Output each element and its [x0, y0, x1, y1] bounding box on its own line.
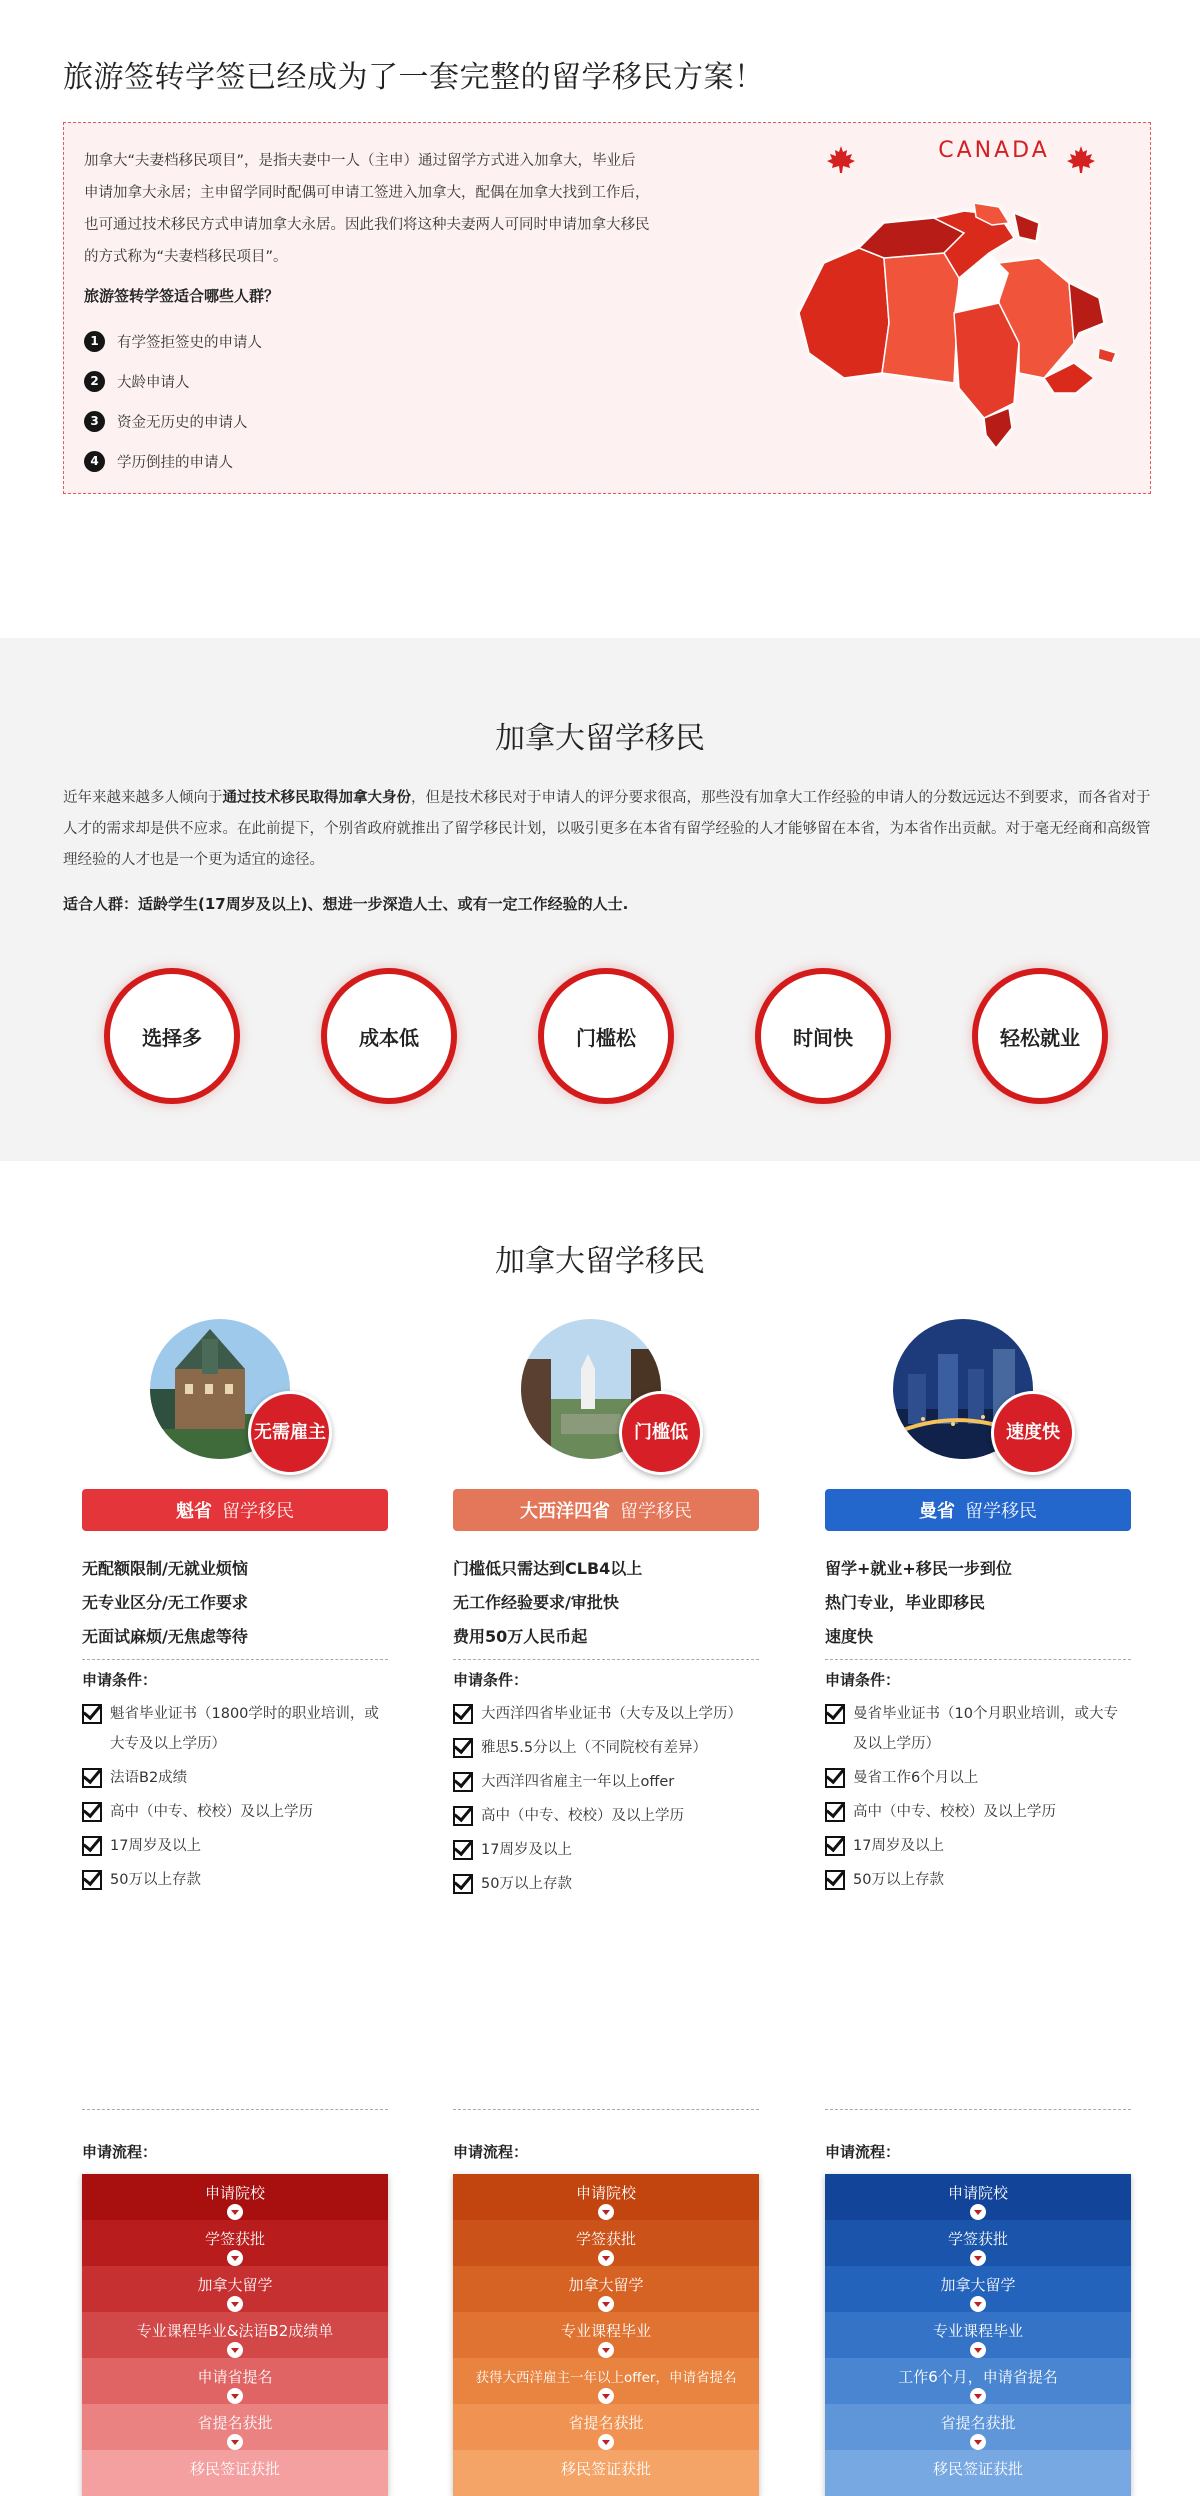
process-label: 申请流程： — [453, 2143, 529, 2161]
province-name: 曼省 — [919, 1501, 955, 1522]
program-column-manitoba — [825, 1319, 1131, 2478]
process-step: 工作6个月，申请省提名 — [825, 2358, 1131, 2404]
arrow-down-icon — [970, 2296, 986, 2312]
feature-item: 无专业区分/无工作要求 — [82, 1592, 248, 1612]
process-step: 申请院校 — [453, 2174, 759, 2220]
conditions-list — [825, 1699, 1131, 1899]
program-name: 留学移民 — [965, 1501, 1037, 1522]
arrow-down-icon — [598, 2388, 614, 2404]
list-item-text: 有学签拒签史的申请人 — [117, 334, 262, 351]
advantage-circle: 门槛松 — [538, 968, 674, 1104]
condition-item: 17周岁及以上 — [453, 1835, 759, 1865]
number-badge: 1 — [84, 331, 105, 352]
arrow-down-icon — [970, 2204, 986, 2220]
intro-box — [63, 122, 1151, 494]
arrow-down-icon — [598, 2250, 614, 2266]
feature-item: 无配额限制/无就业烦恼 — [82, 1558, 248, 1578]
condition-item: 17周岁及以上 — [82, 1831, 388, 1861]
arrow-down-icon — [970, 2250, 986, 2266]
divider — [825, 1659, 1131, 1660]
map-region — [1098, 348, 1116, 363]
advantage-circle: 选择多 — [104, 968, 240, 1104]
checkbox-icon — [453, 1806, 473, 1826]
advantage-circle: 轻松就业 — [972, 968, 1108, 1104]
section-title: 加拿大留学移民 — [495, 1244, 705, 1279]
checkbox-icon — [453, 1874, 473, 1894]
condition-item: 50万以上存款 — [82, 1865, 388, 1895]
divider — [82, 1659, 388, 1660]
checkbox-icon — [825, 1802, 845, 1822]
arrow-down-icon — [227, 2388, 243, 2404]
advantage-circle: 时间快 — [755, 968, 891, 1104]
overview-text: ，但是技术移民对于申请人的评分要求很高，那些没有加拿大工作经验的申请人的分数远远达不到要求，而各省对于人才的需求却是供不应求。在此前提下，个别省政府就推出了留学移民计划，以吸引更多在本省有留学经验的人才能够留在本省，为本省作出贡献。对于毫无经商和高级管理经验的人才也是一个更为适宜的途径。 — [63, 790, 1151, 868]
condition-item: 法语B2成绩 — [82, 1763, 388, 1793]
checkbox-icon — [825, 1768, 845, 1788]
list-item-text: 资金无历史的申请人 — [117, 414, 248, 431]
conditions-label: 申请条件： — [82, 1671, 158, 1689]
section-title: 加拿大留学移民 — [495, 721, 705, 756]
feature-item: 门槛低只需达到CLB4以上 — [453, 1558, 643, 1578]
feature-item: 留学+就业+移民一步到位 — [825, 1558, 1012, 1578]
condition-item: 高中（中专、校校）及以上学历 — [82, 1797, 388, 1827]
program-banner — [825, 1489, 1131, 1531]
process-label: 申请流程： — [82, 2143, 158, 2161]
divider — [453, 2109, 759, 2110]
intro-paragraph — [84, 145, 694, 273]
arrow-down-icon — [227, 2296, 243, 2312]
feature-list — [453, 1550, 642, 1652]
program-banner — [453, 1489, 759, 1531]
list-item-text: 学历倒挂的申请人 — [117, 454, 233, 471]
page-title: 旅游签转学签已经成为了一套完整的留学移民方案！ — [63, 60, 765, 95]
feature-item: 费用50万人民币起 — [453, 1626, 588, 1646]
arrow-down-icon — [227, 2204, 243, 2220]
condition-item: 大西洋四省雇主一年以上offer — [453, 1767, 759, 1797]
condition-item: 魁省毕业证书（1800学时的职业培训，或大专及以上学历） — [82, 1699, 388, 1759]
process-step: 加拿大留学 — [82, 2266, 388, 2312]
intro-section — [0, 0, 1200, 638]
condition-item: 大西洋四省毕业证书（大专及以上学历） — [453, 1699, 759, 1729]
checkbox-icon — [453, 1772, 473, 1792]
province-name: 大西洋四省 — [520, 1501, 610, 1522]
divider — [825, 2109, 1131, 2110]
study-immigration-overview — [0, 638, 1200, 1161]
arrow-down-icon — [227, 2342, 243, 2358]
process-step: 加拿大留学 — [453, 2266, 759, 2312]
intro-line: 也可通过技术移民方式申请加拿大永居。因此我们将这种夫妻两人可同时申请加拿大移民 — [84, 217, 650, 233]
feature-item: 无面试麻烦/无焦虑等待 — [82, 1626, 248, 1646]
process-step: 省提名获批 — [82, 2404, 388, 2450]
checkbox-icon — [453, 1840, 473, 1860]
feature-item: 热门专业，毕业即移民 — [825, 1592, 986, 1612]
target-groups-heading: 旅游签转学签适合哪些人群？ — [84, 287, 280, 305]
number-badge: 3 — [84, 411, 105, 432]
canada-label: CANADA — [938, 138, 1050, 163]
checkbox-icon — [453, 1738, 473, 1758]
process-flow — [82, 2174, 388, 2496]
target-groups-list — [84, 321, 262, 481]
program-name: 留学移民 — [620, 1501, 692, 1522]
intro-line: 的方式称为“夫妻档移民项目”。 — [84, 249, 288, 265]
condition-item: 高中（中专、校校）及以上学历 — [453, 1801, 759, 1831]
checkbox-icon — [82, 1704, 102, 1724]
arrow-down-icon — [598, 2342, 614, 2358]
condition-item: 高中（中专、校校）及以上学历 — [825, 1797, 1131, 1827]
intro-line: 加拿大“夫妻档移民项目”，是指夫妻中一人（主申）通过留学方式进入加拿大，毕业后 — [84, 153, 636, 169]
condition-item: 曼省毕业证书（10个月职业培训，或大专及以上学历） — [825, 1699, 1131, 1759]
process-step: 申请院校 — [825, 2174, 1131, 2220]
checkbox-icon — [82, 1768, 102, 1788]
province-programs — [0, 1161, 1200, 2478]
process-step: 学签获批 — [82, 2220, 388, 2266]
conditions-label: 申请条件： — [453, 1671, 529, 1689]
process-flow — [825, 2174, 1131, 2496]
map-region — [882, 253, 959, 383]
overview-text: 近年来越来越多人倾向于 — [63, 790, 223, 806]
process-flow — [453, 2174, 759, 2496]
process-step: 申请省提名 — [82, 2358, 388, 2404]
feature-item: 速度快 — [825, 1626, 874, 1646]
process-step: 学签获批 — [453, 2220, 759, 2266]
checkbox-icon — [82, 1802, 102, 1822]
maple-leaf-icon — [826, 145, 856, 175]
checkbox-icon — [825, 1836, 845, 1856]
program-badge: 无需 雇主 — [248, 1391, 332, 1475]
process-step: 移民签证获批 — [825, 2450, 1131, 2496]
checkbox-icon — [825, 1704, 845, 1724]
process-label: 申请流程： — [825, 2143, 901, 2161]
arrow-down-icon — [598, 2204, 614, 2220]
list-item — [84, 361, 262, 401]
condition-item: 50万以上存款 — [825, 1865, 1131, 1895]
arrow-down-icon — [598, 2434, 614, 2450]
program-banner — [82, 1489, 388, 1531]
process-step: 学签获批 — [825, 2220, 1131, 2266]
map-region — [1014, 213, 1039, 241]
intro-line: 申请加拿大永居；主申留学同时配偶可申请工签进入加拿大，配偶在加拿大找到工作后， — [84, 185, 650, 201]
list-item — [84, 441, 262, 481]
conditions-list — [82, 1699, 388, 1899]
divider — [82, 2109, 388, 2110]
arrow-down-icon — [598, 2296, 614, 2312]
condition-item: 曼省工作6个月以上 — [825, 1763, 1131, 1793]
process-step: 移民签证获批 — [82, 2450, 388, 2496]
overview-highlight: 通过技术移民取得加拿大身份 — [222, 790, 411, 806]
process-step: 加拿大留学 — [825, 2266, 1131, 2312]
process-step: 申请院校 — [82, 2174, 388, 2220]
program-badge: 速度快 — [991, 1391, 1075, 1475]
maple-leaf-icon — [1066, 145, 1096, 175]
map-region — [799, 248, 889, 378]
divider — [453, 1659, 759, 1660]
process-step: 专业课程毕业&法语B2成绩单 — [82, 2312, 388, 2358]
feature-item: 无工作经验要求/审批快 — [453, 1592, 619, 1612]
process-step: 专业课程毕业 — [825, 2312, 1131, 2358]
feature-list — [825, 1550, 1012, 1652]
program-column-quebec — [82, 1319, 388, 2478]
list-item-text: 大龄申请人 — [117, 374, 190, 391]
feature-list — [82, 1550, 248, 1652]
overview-paragraph — [63, 783, 1153, 876]
advantages-row — [0, 968, 1200, 1108]
condition-item: 50万以上存款 — [453, 1869, 759, 1899]
arrow-down-icon — [970, 2342, 986, 2358]
checkbox-icon — [453, 1704, 473, 1724]
program-column-atlantic — [453, 1319, 759, 2478]
arrow-down-icon — [227, 2434, 243, 2450]
arrow-down-icon — [970, 2388, 986, 2404]
arrow-down-icon — [227, 2250, 243, 2266]
program-badge: 门槛低 — [619, 1391, 703, 1475]
program-name: 留学移民 — [222, 1501, 294, 1522]
list-item — [84, 401, 262, 441]
checkbox-icon — [82, 1836, 102, 1856]
condition-item: 雅思5.5分以上（不同院校有差异） — [453, 1733, 759, 1763]
conditions-list — [453, 1699, 759, 1903]
number-badge: 2 — [84, 371, 105, 392]
condition-item: 17周岁及以上 — [825, 1831, 1131, 1861]
map-region — [1069, 283, 1104, 343]
checkbox-icon — [825, 1870, 845, 1890]
process-step: 专业课程毕业 — [453, 2312, 759, 2358]
checkbox-icon — [82, 1870, 102, 1890]
list-item — [84, 321, 262, 361]
process-step: 移民签证获批 — [453, 2450, 759, 2496]
conditions-label: 申请条件： — [825, 1671, 901, 1689]
canada-map-icon — [764, 203, 1124, 463]
arrow-down-icon — [970, 2434, 986, 2450]
province-name: 魁省 — [176, 1501, 212, 1522]
number-badge: 4 — [84, 451, 105, 472]
advantage-circle: 成本低 — [321, 968, 457, 1104]
process-step: 省提名获批 — [453, 2404, 759, 2450]
process-step: 省提名获批 — [825, 2404, 1131, 2450]
process-step: 获得大西洋雇主一年以上offer，申请省提名 — [453, 2358, 759, 2404]
suitable-people: 适合人群：适龄学生(17周岁及以上)、想进一步深造人士、或有一定工作经验的人士. — [63, 895, 629, 913]
